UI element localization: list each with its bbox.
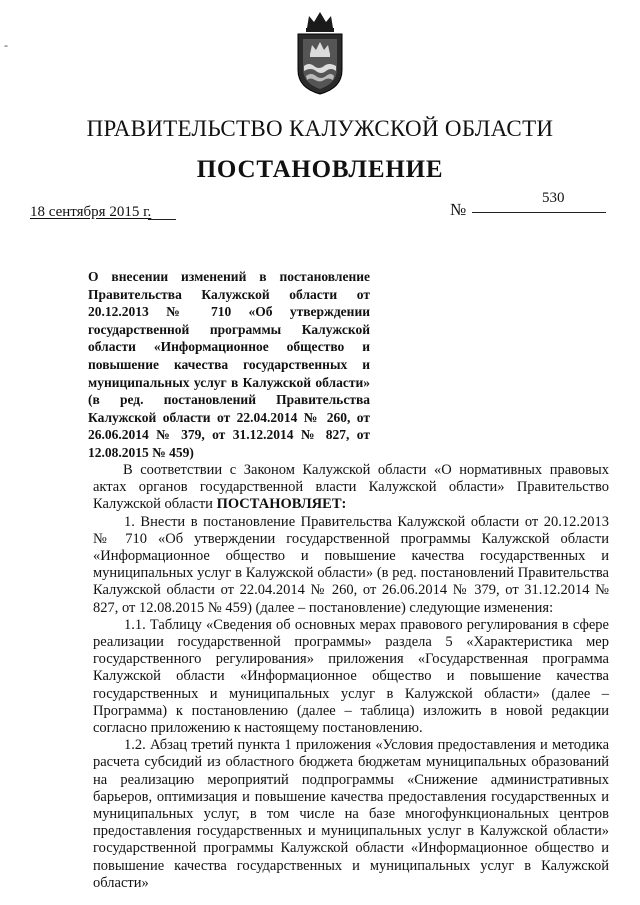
government-title: ПРАВИТЕЛЬСТВО КАЛУЖСКОЙ ОБЛАСТИ: [86, 116, 554, 141]
document-body: [93, 462, 609, 892]
kaluga-coat-of-arms-icon: [293, 10, 347, 96]
document-subject: О внесении изменений в постановление Правительства Калужской области от 20.12.2013 № 710 «Об утверждении государственной программы Калужской области «Информационное общество и повышение качества государственных и муниципальных услуг в Калужской области» (в ред. постановлений Правительства Калужской области от 22.04.2014 № 260, от 26.06.2014 № 379, от 31.12.2014 № 827, от 12.08.2015 № 459): [88, 269, 370, 460]
item-1-2-paragraph: 1.2. Абзац третий пункта 1 приложения «Условия предоставления и методика расчета субсидий из областного бюджета бюджетам муниципальных образований на реализацию мероприятий подпрограммы «Снижение административных барьеров, оптимизация и повышение качества предоставления государственных и муниципальных услуг, в том числе на базе многофункциональных центров предоставления государственных и муниципальных услуг в Калужской области» государственной программы Калужской области «Информационное общество и повышение качества государственных и муниципальных услуг в Калужской области»: [93, 737, 609, 891]
preamble-paragraph: [93, 462, 609, 514]
document-date: 18 сентября 2015 г.: [30, 204, 152, 220]
document-type: ПОСТАНОВЛЕНИЕ: [196, 156, 444, 183]
preamble-keyword: ПОСТАНОВЛЯЕТ:: [216, 496, 347, 513]
document-number: 530: [542, 190, 565, 206]
preamble-text: В соответствии с Законом Калужской области «О нормативных правовых актах органов государственной власти Калужской области» Правительство Калужской области: [93, 462, 609, 513]
item-1-paragraph: 1. Внести в постановление Правительства Калужской области от 20.12.2013 № 710 «Об утверждении государственной программы Калужской области «Информационное общество и повышение качества государственных и муниципальных услуг в Калужской области» (в ред. постановлений Правительства Калужской области от 22.04.2014 № 260, от 26.06.2014 № 379, от 31.12.2014 № 827, от 12.08.2015 № 459) (далее – постановление) следующие изменения:: [93, 513, 609, 616]
margin-mark: -: [4, 38, 8, 52]
item-1-1-paragraph: 1.1. Таблицу «Сведения об основных мерах правового регулирования в сфере реализации государственной программы» раздела 5 «Характеристика мер государственного регулирования» приложения «Государственная программа Калужской области «Информационное общество и повышение качества государственных и муниципальных услуг в Калужской области» (далее – Программа) к постановлению (далее – таблица) изложить в новой редакции согласно приложению к настоящему постановлению.: [93, 616, 609, 737]
number-sign: №: [450, 200, 467, 219]
date-underline: [148, 219, 176, 220]
number-underline: [472, 212, 606, 213]
